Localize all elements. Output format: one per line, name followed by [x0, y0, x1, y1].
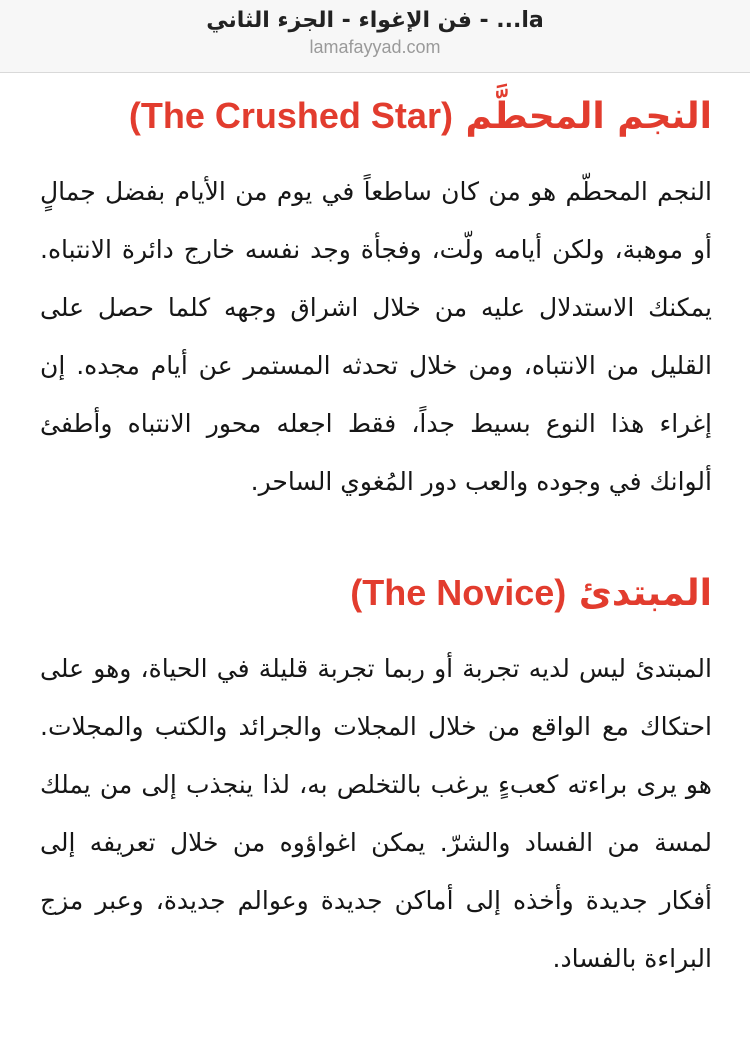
browser-top-bar	[0, 0, 750, 73]
section-heading-novice	[40, 569, 712, 618]
section-body-novice: المبتدئ ليس لديه تجربة أو ربما تجربة قليلة في الحياة، وهو على احتكاك مع الواقع من خلال المجلات والجرائد والكتب والمجلات. هو يرى براءته كعبءٍ يرغب بالتخلص به، لذا ينجذب إلى من يملك لمسة من الفساد والشرّ. يمكن اغواؤوه من خلال تعريفه إلى أفكار جديدة وأخذه إلى أماكن جديدة وعوالم جديدة، وعبر مزج البراءة بالفساد.	[40, 654, 712, 973]
heading-arabic: النجم المحطَّم	[465, 96, 712, 137]
section-heading-crushed-star	[40, 92, 712, 141]
heading-arabic: المبتدئ	[578, 573, 712, 614]
site-domain[interactable]: lamafayyad.com	[309, 37, 441, 57]
article-content	[40, 72, 712, 988]
page-title[interactable]: فن الإغواء - الجزء الثاني - ...la	[206, 8, 544, 33]
section-body-crushed-star: النجم المحطّم هو من كان ساطعاً في يوم من الأيام بفضل جمالٍ أو موهبة، ولكن أيامه ولّت، وفجأة وجد نفسه خارج دائرة الانتباه. يمكنك الاستدلال عليه من خلال اشراق وجهه كلما حصل على القليل من الانتباه، ومن خلال تحدثه المستمر عن أيام مجده. إن إغراء هذا النوع بسيط جداً، فقط اجعله محور الانتباه وأطفئ ألوانك في وجوده والعب دور المُغوي الساحر.	[40, 177, 712, 496]
heading-english: (The Novice)	[350, 572, 567, 613]
heading-english: (The Crushed Star)	[128, 95, 453, 136]
